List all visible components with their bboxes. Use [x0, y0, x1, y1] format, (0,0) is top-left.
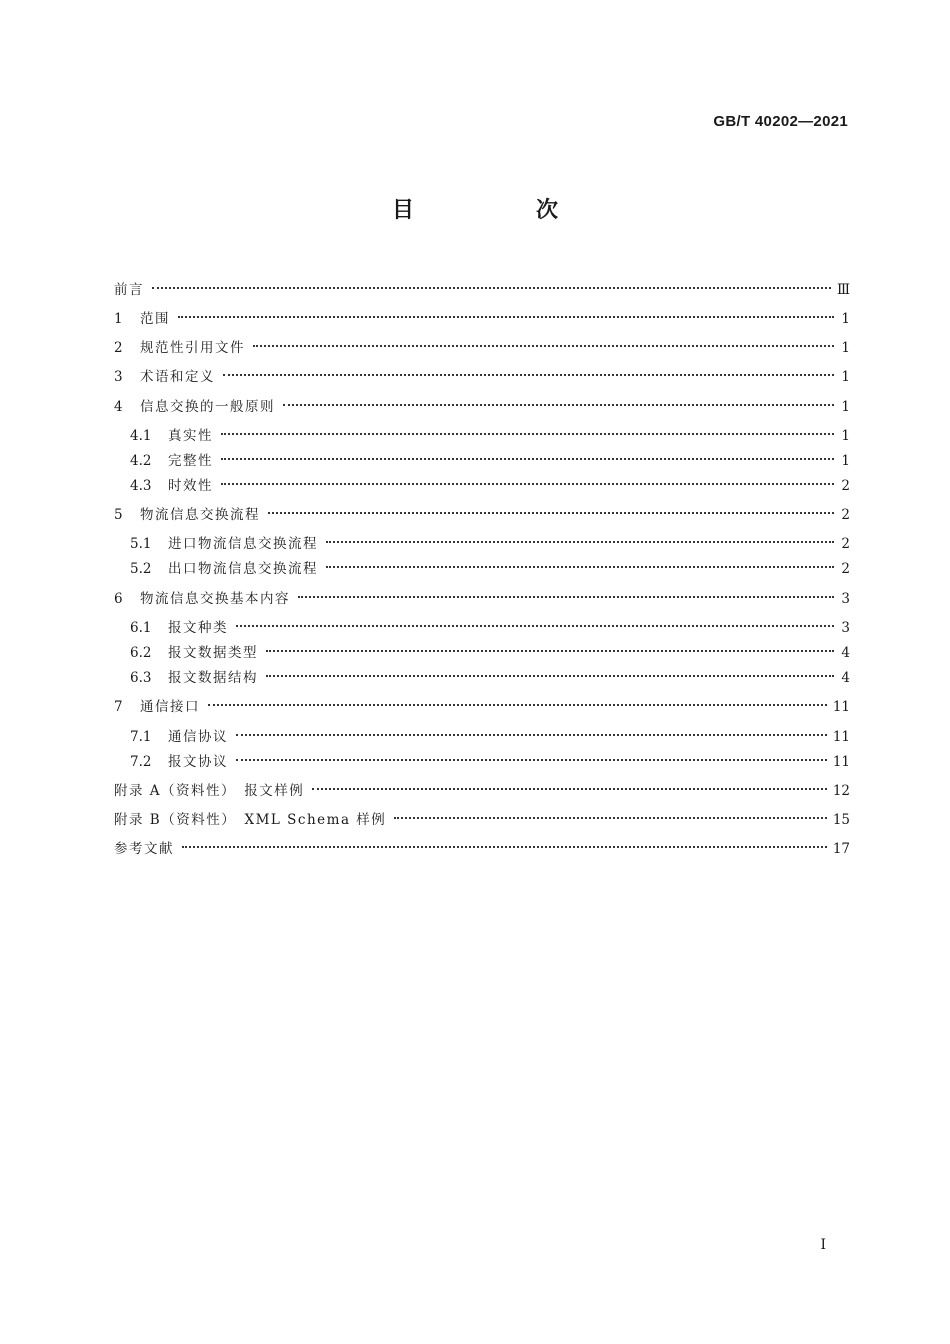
- toc-entry-label: 通信接口: [140, 699, 200, 715]
- toc-entry-page: Ⅲ: [836, 282, 850, 298]
- toc-entry-number: 6.3: [130, 670, 152, 686]
- toc-entry-label: 通信协议: [168, 729, 228, 745]
- standard-code: GB/T 40202—2021: [713, 113, 848, 130]
- toc-entry[interactable]: [114, 804, 850, 830]
- toc-entry-label: 时效性: [168, 478, 213, 494]
- toc-entry-number: 1: [114, 311, 123, 327]
- toc-entry-number: 7.2: [130, 754, 152, 770]
- toc-entry[interactable]: [130, 662, 850, 688]
- toc-entry-page: 2: [841, 507, 850, 523]
- toc-entry[interactable]: [130, 445, 850, 471]
- toc-entry-label: 报文协议: [168, 754, 228, 770]
- toc-entry-label: 真实性: [168, 428, 213, 444]
- toc-entry-page: 1: [841, 453, 850, 469]
- toc-entry-page: 2: [841, 561, 850, 577]
- toc-entry-page: 11: [832, 699, 850, 715]
- toc-dot-leader: [221, 445, 834, 465]
- toc-entry-number: 6.1: [130, 620, 152, 636]
- toc-entry-label: 报文种类: [168, 620, 228, 636]
- toc-entry[interactable]: [114, 274, 850, 300]
- toc-entry-page: 1: [841, 369, 850, 385]
- toc-entry-label: 前言: [114, 282, 144, 298]
- toc-entry[interactable]: [130, 420, 850, 446]
- toc-dot-leader: [221, 470, 834, 490]
- toc-entry-page: 2: [841, 478, 850, 494]
- toc-entry-number: 5.1: [130, 536, 152, 552]
- toc-dot-leader: [268, 499, 834, 519]
- toc-entry-page: 1: [841, 399, 850, 415]
- toc-entry[interactable]: [114, 775, 850, 801]
- toc-entry-number: 4.1: [130, 428, 152, 444]
- toc-entry-page: 1: [841, 428, 850, 444]
- toc-dot-leader: [326, 553, 834, 573]
- toc-entry[interactable]: [130, 553, 850, 579]
- toc-entry-label: 信息交换的一般原则: [140, 399, 275, 415]
- toc-entry-label: 附录 A（资料性） 报文样例: [114, 783, 305, 799]
- toc-entry-page: 2: [841, 536, 850, 552]
- toc-entry-label: 规范性引用文件: [140, 340, 245, 356]
- toc-entry-label: 报文数据类型: [168, 645, 258, 661]
- toc-entry-label: 物流信息交换流程: [140, 507, 260, 523]
- toc-entry-page: 12: [832, 783, 850, 799]
- toc-dot-leader: [283, 391, 834, 411]
- toc-entry[interactable]: [130, 746, 850, 772]
- toc-entry-number: 3: [114, 369, 123, 385]
- toc-entry-number: 4: [114, 399, 123, 415]
- toc-entry-page: 11: [832, 729, 850, 745]
- toc-entry-page: 4: [841, 670, 850, 686]
- toc-entry[interactable]: [114, 391, 850, 417]
- toc-entry-number: 5.2: [130, 561, 152, 577]
- toc-entry-page: 4: [841, 645, 850, 661]
- toc-dot-leader: [326, 528, 834, 548]
- toc-entry-page: 11: [832, 754, 850, 770]
- toc-entry[interactable]: [130, 612, 850, 638]
- toc-dot-leader: [178, 303, 834, 323]
- toc-entry-number: 5: [114, 507, 123, 523]
- toc-entry-page: 1: [841, 311, 850, 327]
- toc-entry-label: 参考文献: [114, 841, 174, 857]
- toc-entry[interactable]: [114, 303, 850, 329]
- toc-entry-label: 报文数据结构: [168, 670, 258, 686]
- toc-entry[interactable]: [114, 499, 850, 525]
- toc-dot-leader: [236, 721, 827, 741]
- toc-entry[interactable]: [130, 637, 850, 663]
- toc-entry-number: 4.3: [130, 478, 152, 494]
- toc-entry-number: 7.1: [130, 729, 152, 745]
- toc-entry[interactable]: [114, 332, 850, 358]
- toc-dot-leader: [253, 332, 834, 352]
- toc-dot-leader: [394, 804, 827, 824]
- toc-dot-leader: [152, 274, 831, 294]
- toc-entry[interactable]: [130, 528, 850, 554]
- toc-entry[interactable]: [114, 833, 850, 859]
- toc-entry-number: 6: [114, 591, 123, 607]
- toc-entry-page: 15: [832, 812, 850, 828]
- toc-entry-number: 6.2: [130, 645, 152, 661]
- toc-dot-leader: [208, 691, 827, 711]
- toc-dot-leader: [236, 612, 834, 632]
- toc-entry-label: 物流信息交换基本内容: [140, 591, 290, 607]
- toc-entry-label: 完整性: [168, 453, 213, 469]
- toc-entry[interactable]: [114, 691, 850, 717]
- toc-dot-leader: [266, 637, 834, 657]
- toc-entry-number: 7: [114, 699, 123, 715]
- toc-dot-leader: [298, 583, 834, 603]
- toc-entry-label: 附录 B（资料性） XML Schema 样例: [114, 812, 387, 828]
- page-title: 目 次: [391, 198, 608, 223]
- toc-dot-leader: [223, 361, 834, 381]
- toc-entry-label: 术语和定义: [140, 369, 215, 385]
- toc-entry[interactable]: [130, 470, 850, 496]
- toc-dot-leader: [266, 662, 834, 682]
- toc-entry-number: 4.2: [130, 453, 152, 469]
- toc-entry-page: 1: [841, 340, 850, 356]
- toc-entry-label: 出口物流信息交换流程: [168, 561, 318, 577]
- toc-entry[interactable]: [130, 721, 850, 747]
- toc-entry-number: 2: [114, 340, 123, 356]
- toc-entry-page: 3: [841, 620, 850, 636]
- toc-entry-page: 3: [841, 591, 850, 607]
- page-number: Ⅰ: [820, 1237, 826, 1253]
- toc-dot-leader: [236, 746, 827, 766]
- toc-entry-page: 17: [832, 841, 850, 857]
- toc-entry-label: 进口物流信息交换流程: [168, 536, 318, 552]
- toc-entry-label: 范围: [140, 311, 170, 327]
- toc-dot-leader: [312, 775, 827, 795]
- toc-entry[interactable]: [114, 583, 850, 609]
- toc-dot-leader: [182, 833, 827, 853]
- toc-dot-leader: [221, 420, 834, 440]
- toc-entry[interactable]: [114, 361, 850, 387]
